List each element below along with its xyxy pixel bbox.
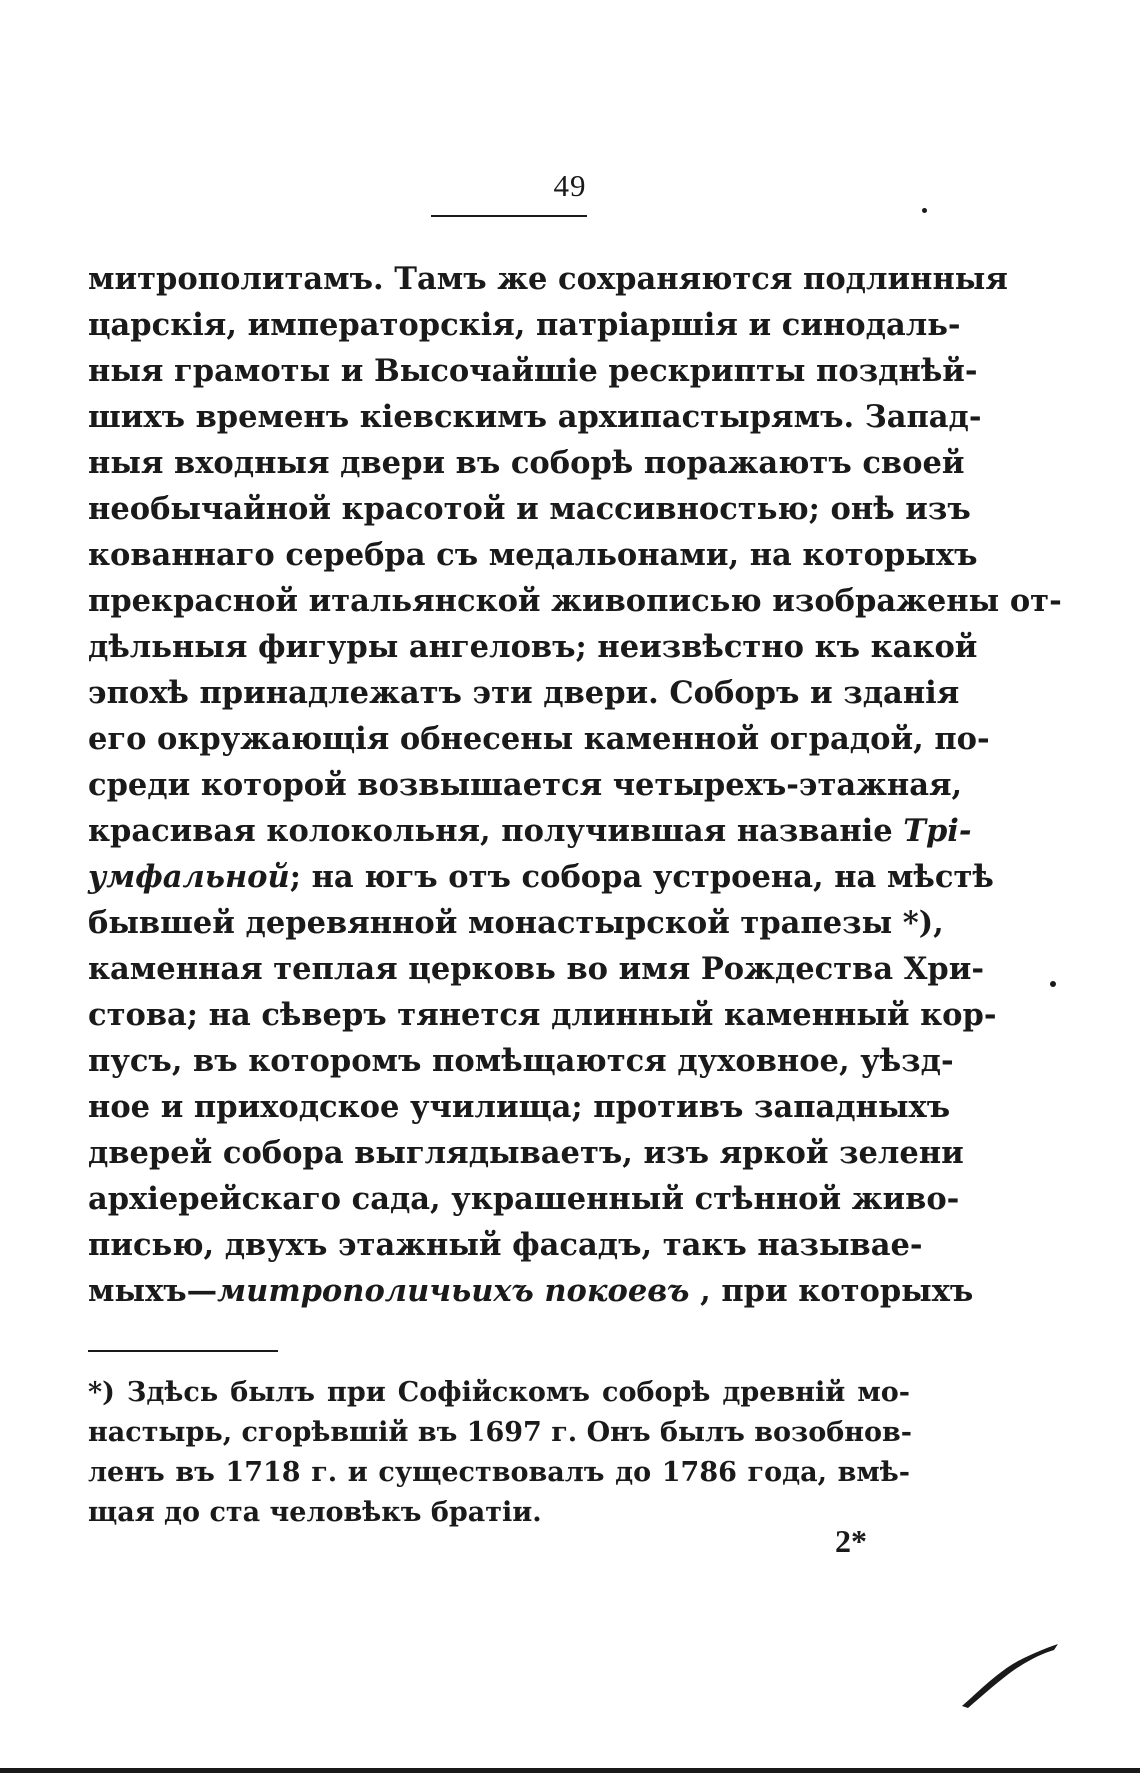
text-line: прекрасной итальянской живописью изображены от- <box>88 583 1062 619</box>
text-segment: красивая колокольня, получившая названіе <box>88 813 893 849</box>
text-line: ныя грамоты и Высочайшіе рескрипты позднѣй- <box>88 353 978 389</box>
page-bottom-edge <box>0 1768 1140 1773</box>
footnote-line: *) Здѣсь былъ при Софійскомъ соборѣ древній мо- <box>88 1377 910 1408</box>
footnote-line: щая до ста человѣкъ братіи. <box>88 1497 542 1528</box>
text-line: пусъ, въ которомъ помѣщаются духовное, уѣзд- <box>88 1043 954 1079</box>
scan-speck <box>922 208 927 213</box>
text-line: архіерейскаго сада, украшенный стѣнной живо- <box>88 1181 960 1217</box>
text-line: кованнаго серебра съ медальонами, на которыхъ <box>88 537 978 573</box>
ink-smudge-icon <box>960 1640 1060 1710</box>
text-line: митрополитамъ. Тамъ же сохраняются подлинныя <box>88 261 1008 297</box>
text-line: бывшей деревянной монастырской трапезы *), <box>88 905 944 941</box>
text-line: каменная теплая церковь во имя Рождества Хри- <box>88 951 984 987</box>
text-segment: ; на югъ отъ собора устроена, на мѣстѣ <box>289 859 994 895</box>
text-line: ныя входныя двери въ соборѣ поражаютъ своей <box>88 445 965 481</box>
text-line: стова; на сѣверъ тянется длинный каменный кор- <box>88 997 997 1033</box>
text-line: ное и приходское училища; противъ западныхъ <box>88 1089 951 1125</box>
signature-mark: 2* <box>835 1523 867 1559</box>
text-line <box>88 808 972 854</box>
text-line: дверей собора выглядываетъ, изъ яркой зелени <box>88 1135 964 1171</box>
text-line <box>88 854 994 900</box>
italic-term: Трі- <box>903 813 972 849</box>
text-segment: , при которыхъ <box>700 1273 974 1309</box>
italic-term: умфальной <box>88 859 290 895</box>
text-line: дѣльныя фигуры ангеловъ; неизвѣстно къ какой <box>88 629 978 665</box>
footnote-line: ленъ въ 1718 г. и существовалъ до 1786 года, вмѣ- <box>88 1457 910 1488</box>
footnote <box>88 1373 910 1533</box>
text-line: шихъ временъ кіевскимъ архипастырямъ. Запад- <box>88 399 982 435</box>
body-text <box>88 256 1062 1314</box>
text-line: необычайной красотой и массивностью; онѣ изъ <box>88 491 971 527</box>
text-line: среди которой возвышается четырехъ-этажная, <box>88 767 963 803</box>
text-line: писью, двухъ этажный фасадъ, такъ называе- <box>88 1227 923 1263</box>
footnote-rule <box>88 1350 278 1352</box>
page-number: 49 <box>553 168 587 203</box>
italic-term: митрополичьихъ покоевъ <box>217 1273 690 1309</box>
text-line: его окружающія обнесены каменной оградой, по- <box>88 721 990 757</box>
text-line: эпохѣ принадлежатъ эти двери. Соборъ и зданія <box>88 675 960 711</box>
header-rule <box>431 215 587 217</box>
scan-speck <box>1050 981 1056 987</box>
footnote-line: настырь, сгорѣвшій въ 1697 г. Онъ былъ возобнов- <box>88 1417 912 1448</box>
text-segment: мыхъ— <box>88 1273 218 1309</box>
text-line: царскія, императорскія, патріаршія и синодаль- <box>88 307 961 343</box>
text-line <box>88 1268 974 1314</box>
